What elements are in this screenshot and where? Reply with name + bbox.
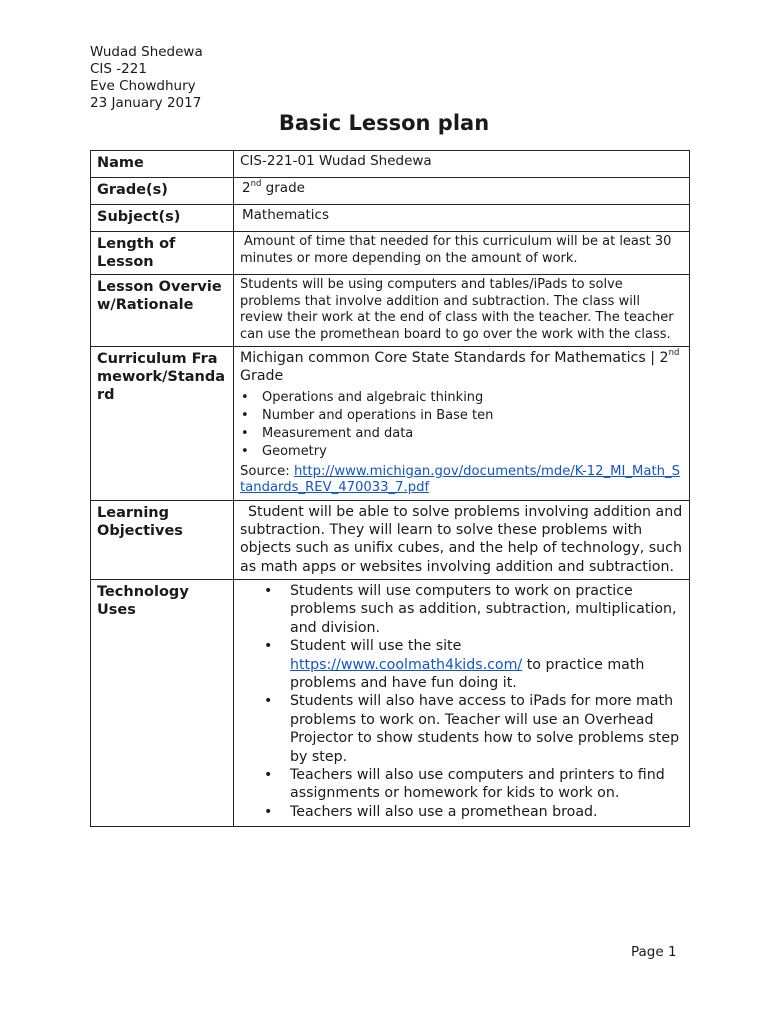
technology-list <box>240 582 684 821</box>
coolmath-link[interactable]: https://www.coolmath4kids.com/ <box>290 656 523 673</box>
instructor-name: Eve Chowdhury <box>90 78 196 94</box>
list-item: • Students will also have access to iPads for more math problems to work on. Teacher will use an Overhead Projector to show students how to solve problems step by step. <box>261 692 684 766</box>
table-row-grade <box>91 178 690 205</box>
document-date: 23 January 2017 <box>90 95 202 111</box>
table-row-length <box>91 232 690 275</box>
author-name: Wudad Shedewa <box>90 44 203 60</box>
source-link[interactable]: http://www.michigan.gov/documents/mde/K-12_MI_Math_Standards_REV_470033_7.pdf <box>240 463 680 496</box>
page-number: Page 1 <box>631 944 677 960</box>
table-row-objectives <box>91 500 690 579</box>
table-row-curriculum <box>91 347 690 501</box>
site-suffix: to practice math problems and have fun doing it. <box>290 656 645 691</box>
list-item: • Students will use computers to work on practice problems such as addition, subtraction, multiplication, and division. <box>261 582 684 637</box>
row-label: Grade(s) <box>91 178 234 205</box>
row-label: Name <box>91 151 234 178</box>
course-code: CIS -221 <box>90 61 147 77</box>
standards-grade-ordinal: nd <box>668 348 680 359</box>
list-item: • Teachers will also use a promethean broad. <box>261 803 684 821</box>
row-value: Mathematics <box>234 205 690 232</box>
row-label: Lesson Overview/Rationale <box>91 275 234 347</box>
row-label: Technology Uses <box>91 579 234 826</box>
grade-ordinal: nd <box>250 178 262 189</box>
list-item <box>261 637 684 692</box>
standards-list <box>240 389 684 462</box>
document-header <box>90 44 203 112</box>
grade-number: 2 <box>242 180 251 196</box>
list-item: • Teachers will also use computers and printers to find assignments or homework for kids to work on. <box>261 766 684 803</box>
row-label: Learning Objectives <box>91 500 234 579</box>
table-row-technology <box>91 579 690 826</box>
row-value: Students will be using computers and tables/iPads to solve problems that involve addition and subtraction. The class will review their work at the end of class with the teacher. The teacher can use the promethean board to go over the work with the class. <box>234 275 690 347</box>
table-row-name <box>91 151 690 178</box>
list-item: • Number and operations in Base ten <box>240 407 684 425</box>
row-value: CIS-221-01 Wudad Shedewa <box>234 151 690 178</box>
list-item: • Measurement and data <box>240 425 684 443</box>
row-value: Amount of time that needed for this curriculum will be at least 30 minutes or more depending on the amount of work. <box>234 232 690 275</box>
row-value: Student will be able to solve problems involving addition and subtraction. They will learn to solve these problems with objects such as unifix cubes, and the help of technology, such as math apps or websites involving addition and subtraction. <box>234 500 690 579</box>
lesson-plan-table <box>90 150 690 827</box>
row-value <box>234 347 690 501</box>
list-item: • Geometry <box>240 443 684 461</box>
source-line <box>240 464 684 497</box>
standards-heading-suffix: Grade <box>240 368 284 385</box>
row-label: Length of Lesson <box>91 232 234 275</box>
row-label: Subject(s) <box>91 205 234 232</box>
grade-suffix: grade <box>261 180 305 196</box>
row-value <box>234 178 690 205</box>
table-row-overview <box>91 275 690 347</box>
standards-heading <box>240 349 684 386</box>
list-item: • Operations and algebraic thinking <box>240 389 684 407</box>
row-value <box>234 579 690 826</box>
row-label: Curriculum Framework/Standard <box>91 347 234 501</box>
site-prefix: Student will use the site <box>290 638 462 655</box>
source-label: Source: <box>240 463 294 479</box>
standards-heading-text: Michigan common Core State Standards for Mathematics | 2 <box>240 350 669 366</box>
table-row-subject <box>91 205 690 232</box>
page-title: Basic Lesson plan <box>278 111 490 135</box>
